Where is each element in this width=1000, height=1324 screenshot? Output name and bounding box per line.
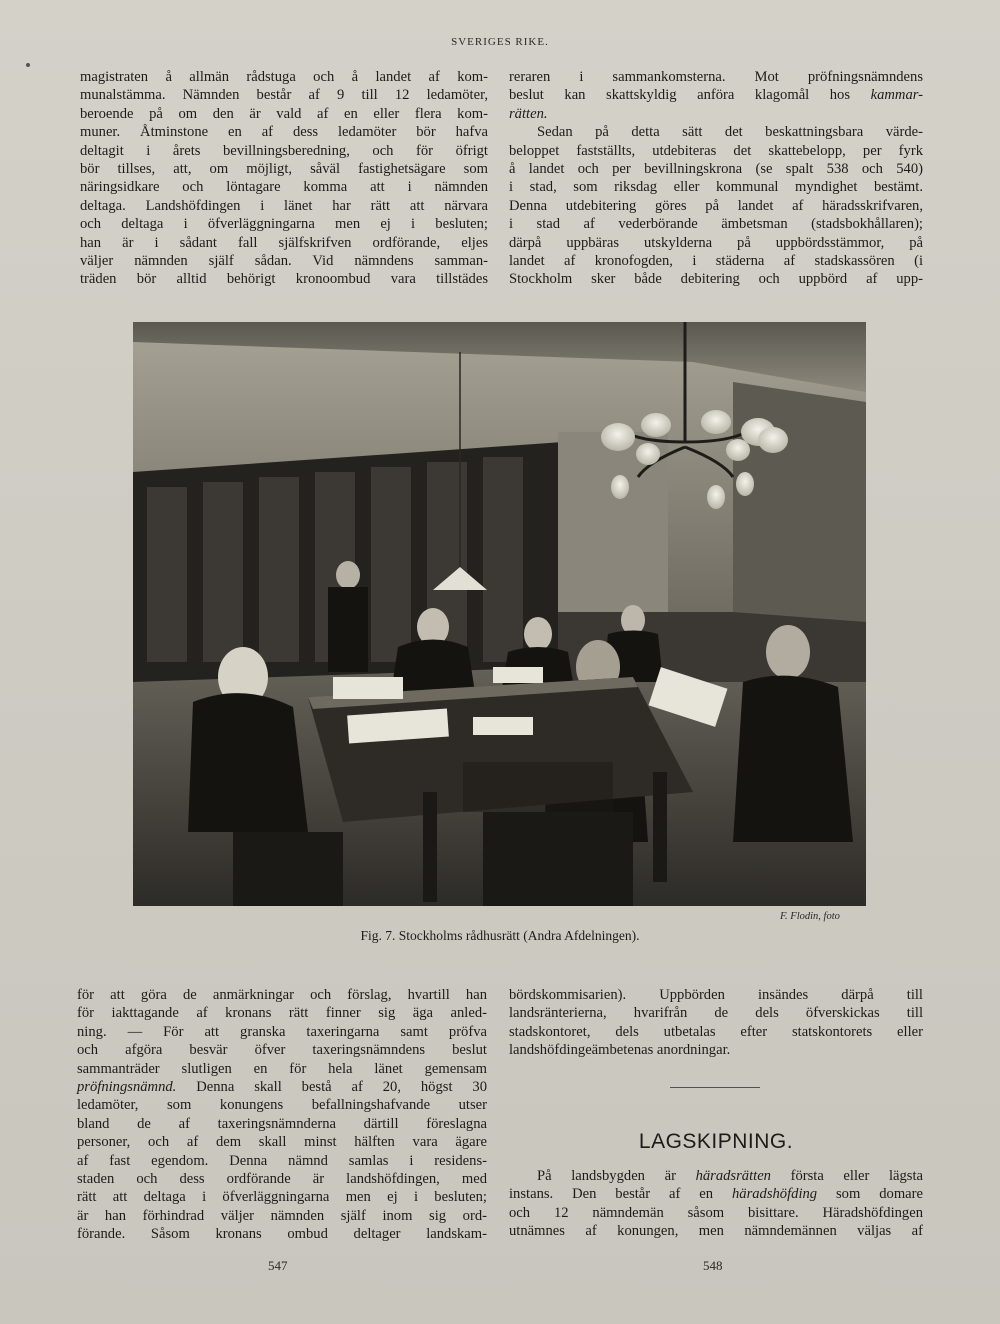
text-run: instans. Den består af en: [509, 1186, 714, 1203]
italic-term: rätten.: [509, 105, 548, 122]
text-line: [509, 86, 923, 104]
text-line: därpå uppbäras utskylderna på uppbördsstämmor, på: [509, 234, 923, 251]
text-line: träden bör alltid behörigt kronoombud vara tillstädes: [80, 271, 488, 288]
text-line: beroende på om den är vald af en eller flera kom-: [80, 105, 488, 122]
text-line: muner. Åtminstone en af dess ledamöter bör hafva: [80, 124, 488, 141]
text-line: och afgöra besvär öfver taxeringsnämndens beslut: [77, 1042, 487, 1059]
scan-speck: [26, 63, 30, 67]
text-line: bör tillses, att, om möjligt, såväl fastighetsägare som: [80, 161, 488, 178]
text-line: munalstämma. Nämnden består af 9 till 12 ledamöter,: [80, 87, 488, 104]
text-line: bördskommisarien). Uppbörden insändes därpå till: [509, 987, 923, 1003]
text-line: landshöfdingeämbetenas anordningar.: [509, 1042, 731, 1059]
text-line: reraren i sammankomsterna. Mot pröfningsnämndens: [509, 69, 923, 85]
text-line: han är i sådant fall själfskrifven ordförande, eljes: [80, 234, 488, 251]
column-right-bottom-section: [509, 1167, 923, 1241]
column-right-top: [509, 68, 923, 289]
text-line: näringsidkare och löntagare komma att i nämnden: [80, 179, 488, 196]
text-line: är han förhindrad väljer nämnden själf inom sig ord-: [77, 1207, 487, 1224]
page-number-right: 548: [703, 1258, 723, 1273]
text-line: väljer nämnden själf sådan. Vid nämndens samman-: [80, 253, 488, 270]
text-run: Denna skall bestå af 20, högst 30: [176, 1079, 487, 1096]
courtroom-photograph: [133, 322, 866, 906]
column-left-bottom: [77, 986, 487, 1244]
text-line: ledamöter, som konungens befallningshafvande utser: [77, 1097, 487, 1114]
text-line: i stad af vederbörande ämbetsman (stadsbokhållaren);: [509, 216, 923, 233]
text-run: beslut kan skattskyldig anföra klagomål hos: [509, 87, 851, 104]
page-number-left: 547: [268, 1258, 288, 1273]
figure-caption: Fig. 7. Stockholms rådhusrätt (Andra Afdelningen).: [360, 928, 640, 943]
text-line: sammanträder slutligen en för hela länet gemensam: [77, 1060, 487, 1077]
text-line: [509, 1167, 923, 1185]
text-line: för att göra de anmärkningar och förslag, hvartill han: [77, 987, 487, 1003]
text-line: bland de af taxeringsnämnderna därtill föreslagna: [77, 1115, 487, 1132]
text-line: deltaga. Landshöfdingen i länet har rätt att närvara: [80, 197, 488, 214]
text-line: staden och dess ordförande är landshöfdingen, med: [77, 1171, 487, 1188]
text-run: På landsbygden är: [537, 1168, 676, 1184]
courtroom-photo-illustration: [133, 322, 866, 906]
text-line: landsränterierna, hvarifrån de dels öfverskickas till: [509, 1005, 923, 1022]
text-line: rätt att deltaga i öfverläggningarna men ej i besluten;: [77, 1189, 487, 1206]
section-divider: [670, 1087, 760, 1088]
section-title: LAGSKIPNING.: [638, 1130, 794, 1153]
text-line: af fast egendom. Denna nämnd samlas i residens-: [77, 1152, 487, 1169]
text-line: och deltaga i öfverläggningarna men ej i besluten;: [80, 216, 488, 233]
italic-term: häradshöfding: [731, 1186, 818, 1203]
text-line: Sedan på detta sätt det beskattningsbara värde-: [537, 124, 923, 141]
photo-credit: F. Flodin, foto: [780, 911, 840, 922]
text-line: landet af kronofogden, i städerna af stadskassören (i: [509, 253, 923, 270]
text-line: i stad, som riksdag eller kommunal myndighet bestämt.: [509, 179, 923, 196]
text-line: deltagit i årets bevillningsberedning, och för öfrigt: [80, 142, 488, 159]
text-line: [509, 1185, 923, 1203]
text-line: för iakttagande af kronans rätt finner sig äga anled-: [77, 1005, 487, 1022]
text-run: första eller lägsta: [770, 1168, 924, 1184]
text-line: [509, 105, 923, 123]
text-line: magistraten å allmän rådstuga och å landet af kom-: [80, 69, 488, 85]
text-line: utnämnes af konungen, men nämndemännen väljas af: [509, 1223, 923, 1240]
text-run: som domare: [817, 1186, 923, 1203]
text-line: [77, 1078, 487, 1096]
text-line: personer, och af dem skall minst hälften vara ägare: [77, 1134, 487, 1151]
text-line: å landet och per bevillningskrona (se spalt 538 och 540): [509, 161, 923, 178]
column-left-top: [80, 68, 488, 289]
italic-term: pröfningsnämnd.: [77, 1079, 177, 1096]
text-line: ning. — För att granska taxeringarna samt pröfva: [77, 1023, 487, 1040]
italic-term: häradsrätten: [695, 1168, 771, 1184]
column-right-bottom: [509, 986, 923, 1060]
text-line: förande. Såsom kronans ombud deltager landskam-: [77, 1226, 487, 1243]
running-head: SVERIGES RIKE.: [451, 36, 549, 48]
text-line: Denna utdebitering göres på landet af häradsskrifvaren,: [509, 197, 923, 214]
italic-term: kammar-: [870, 87, 923, 104]
text-line: och 12 nämndemän såsom bisittare. Häradshöfdingen: [509, 1204, 923, 1221]
text-line: beloppet fastställts, utdebiteras det skattebelopp, per fyrk: [509, 142, 923, 159]
text-line: stadskontoret, dels utbetalas efter statskontorets eller: [509, 1023, 923, 1040]
text-line: Stockholm sker både debitering och uppbörd af upp-: [509, 271, 923, 288]
